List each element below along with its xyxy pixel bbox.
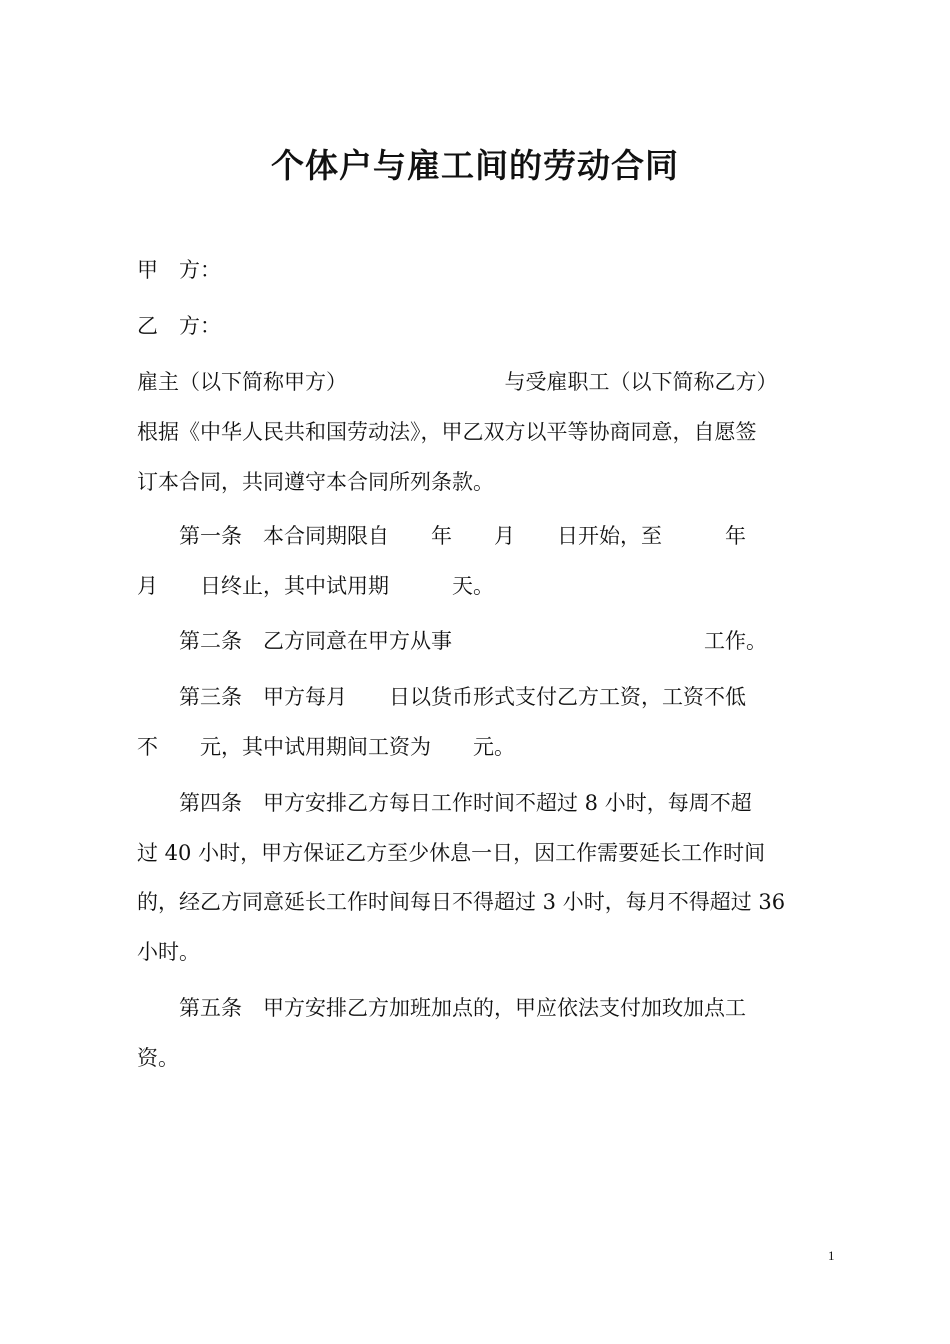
party-a-label: 甲 方： xyxy=(137,258,221,282)
article-5-line: 资。 xyxy=(137,1046,179,1070)
article-3-line: 第三条 甲方每月 日以货币形式支付乙方工资，工资不低 xyxy=(137,685,746,709)
document-title: 个体户与雇工间的劳动合同 xyxy=(271,146,679,185)
body-line: 雇主（以下简称甲方） 与受雇职工（以下简称乙方） xyxy=(137,370,778,394)
page-number: 1 xyxy=(828,1248,835,1263)
article-5-line: 第五条 甲方安排乙方加班加点的，甲应依法支付加玫加点工 xyxy=(137,996,746,1020)
article-3-line: 不 元，其中试用期间工资为 元。 xyxy=(137,735,515,759)
party-b-label: 乙 方： xyxy=(137,314,221,338)
article-4-line: 小时。 xyxy=(137,940,200,964)
article-4-line: 第四条 甲方安排乙方每日工作时间不超过 8 小时，每周不超 xyxy=(137,791,752,815)
body-line: 根据《中华人民共和国劳动法》，甲乙双方以平等协商同意，自愿签 xyxy=(137,420,757,444)
article-4-line: 的，经乙方同意延长工作时间每日不得超过 3 小时，每月不得超过 36 xyxy=(137,890,786,914)
article-1-line: 月 日终止，其中试用期 天。 xyxy=(137,574,494,598)
article-2-line: 第二条 乙方同意在甲方从事 工作。 xyxy=(137,629,767,653)
article-1-line: 第一条 本合同期限自 年 月 日开始，至 年 xyxy=(137,524,746,548)
article-4-line: 过 40 小时，甲方保证乙方至少休息一日，因工作需要延长工作时间 xyxy=(137,841,766,865)
body-line: 订本合同，共同遵守本合同所列条款。 xyxy=(137,470,494,494)
